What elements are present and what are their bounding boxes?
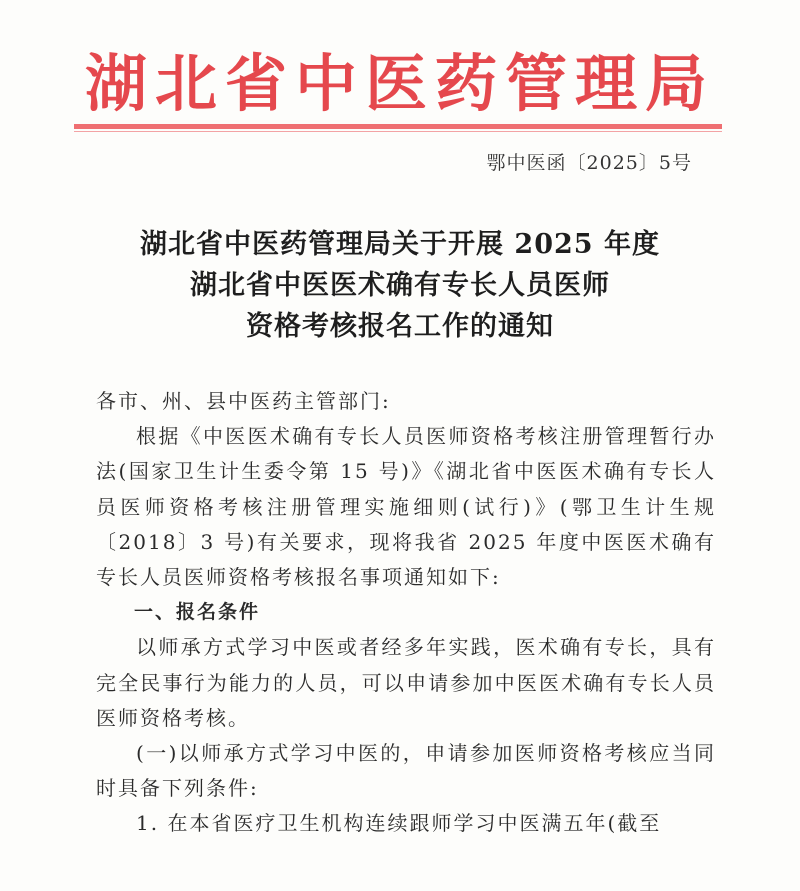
masthead-red-rule	[74, 124, 722, 129]
document-body	[96, 384, 716, 842]
intro-paragraph: 根据《中医医术确有专长人员医师资格考核注册管理暂行办法(国家卫生计生委令第 15 号)》《湖北省中医医术确有专长人员医师资格考核注册管理实施细则(试行)》(鄂卫生计生规〔2018〕3 号)有关要求，现将我省 2025 年度中医医术确有专长人员医师资格考核报名事项通知如下:	[96, 424, 716, 590]
masthead-org-name: 湖北省中医药管理局	[84, 47, 715, 120]
title-line-3: 资格考核报名工作的通知	[246, 311, 554, 342]
title-line-2: 湖北省中医医术确有专长人员医师	[190, 270, 610, 301]
title-line-1: 湖北省中医药管理局关于开展 2025 年度	[140, 229, 660, 260]
salutation: 各市、州、县中医药主管部门:	[96, 389, 391, 413]
document-title	[0, 224, 800, 347]
section-1-heading: 一、报名条件	[134, 601, 261, 624]
item-1-paragraph: 1. 在本省医疗卫生机构连续跟师学习中医满五年(截至	[136, 811, 662, 836]
document-number: 鄂中医函〔2025〕5号	[486, 152, 692, 174]
subsection-1-paragraph: (一)以师承方式学习中医的，申请参加医师资格考核应当同时具备下列条件:	[96, 741, 716, 801]
masthead-red-rule-thin	[74, 131, 722, 132]
section-1-paragraph: 以师承方式学习中医或者经多年实践，医术确有专长，具有完全民事行为能力的人员，可以申请参加中医医术确有专长人员医师资格考核。	[96, 635, 716, 730]
